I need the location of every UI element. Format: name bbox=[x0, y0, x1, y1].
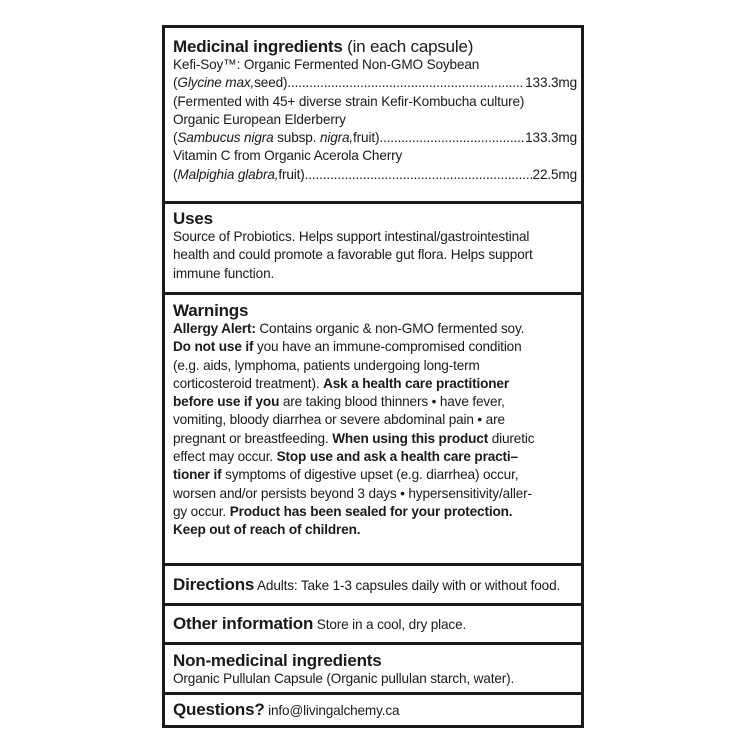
uses-line: Source of Probiotics. Helps support intestinal/gastrointestinal bbox=[173, 229, 530, 244]
warnings-line: Do not use if you have an immune-compromised condition bbox=[173, 339, 522, 355]
warnings-line: gy occur. Product has been sealed for your protection. bbox=[173, 503, 513, 519]
uses-line: immune function. bbox=[173, 265, 275, 281]
questions-section bbox=[165, 701, 581, 720]
warnings-heading: Warnings bbox=[173, 301, 249, 320]
section-divider bbox=[165, 292, 581, 295]
ingredient-1-note: (Fermented with 45+ diverse strain Kefir-Kombucha culture) bbox=[173, 93, 525, 109]
product-label-panel bbox=[162, 25, 584, 728]
warnings-line: before use if you are taking blood thinners • have fever, bbox=[173, 394, 505, 410]
ingredient-2-scientific-sub: nigra, bbox=[319, 130, 354, 146]
uses-heading: Uses bbox=[173, 209, 213, 228]
ingredient-1-part: seed) bbox=[254, 75, 288, 91]
medicinal-ingredients-section bbox=[165, 37, 581, 184]
warnings-line: vomiting, bloody diarrhea or severe abdominal pain • are bbox=[173, 412, 505, 428]
ingredient-2-scientific: Sambucus nigra bbox=[177, 130, 274, 146]
warnings-line: (e.g. aids, lymphoma, patients undergoing long-term bbox=[173, 357, 480, 373]
medicinal-ingredients-heading bbox=[173, 37, 581, 56]
ingredient-2-name: Organic European Elderberry bbox=[173, 111, 346, 127]
leader-dots bbox=[305, 166, 532, 184]
other-info-section bbox=[165, 615, 581, 634]
leader-dots bbox=[379, 129, 524, 147]
ingredient-2-subsp: subsp. bbox=[273, 130, 320, 146]
medicinal-title: Medicinal ingredients bbox=[173, 37, 343, 56]
other-info-heading: Other information bbox=[173, 614, 314, 633]
warnings-line: Allergy Alert: Contains organic & non-GMO fermented soy. bbox=[173, 321, 525, 336]
warnings-line: pregnant or breastfeeding. When using this product diuretic bbox=[173, 430, 535, 446]
uses-line: health and could promote a favorable gut flora. Helps support bbox=[173, 247, 533, 263]
warnings-line: Keep out of reach of children. bbox=[173, 522, 361, 538]
uses-section bbox=[165, 209, 581, 283]
ingredient-2-part: fruit) bbox=[353, 130, 380, 146]
warnings-line: tioner if symptoms of digestive upset (e.g. diarrhea) occur, bbox=[173, 467, 519, 483]
ingredient-3-name: Vitamin C from Organic Acerola Cherry bbox=[173, 148, 403, 164]
warnings-line: effect may occur. Stop use and ask a health care practi– bbox=[173, 449, 518, 465]
ingredient-1-name: Kefi-Soy™: Organic Fermented Non-GMO Soybean bbox=[173, 57, 480, 72]
ingredient-3-amount: 22.5mg bbox=[532, 166, 577, 182]
ingredient-3-row: ( Malpighia glabra, fruit) ..... 22.5mg bbox=[173, 166, 577, 184]
section-divider bbox=[165, 201, 581, 204]
ingredient-1-amount: 133.3mg bbox=[525, 75, 577, 91]
ingredient-1-scientific: Glycine max, bbox=[177, 75, 255, 91]
contact-email[interactable]: info@livingalchemy.ca bbox=[264, 703, 400, 718]
section-divider bbox=[165, 642, 581, 645]
section-divider bbox=[165, 692, 581, 695]
ingredient-1-row: ( Glycine max, seed) ..... 133.3mg bbox=[173, 74, 577, 92]
section-divider bbox=[165, 603, 581, 606]
non-medicinal-heading: Non-medicinal ingredients bbox=[173, 651, 382, 670]
leader-dots bbox=[287, 74, 524, 92]
ingredient-2-amount: 133.3mg bbox=[525, 130, 577, 146]
ingredient-3-scientific: Malpighia glabra, bbox=[177, 166, 279, 182]
non-medicinal-text: Organic Pullulan Capsule (Organic pullulan starch, water). bbox=[173, 671, 515, 686]
warnings-section bbox=[165, 301, 581, 540]
questions-heading: Questions? bbox=[173, 700, 265, 719]
directions-section bbox=[165, 576, 581, 595]
warnings-line: worsen and/or persists beyond 3 days • hypersensitivity/aller- bbox=[173, 485, 532, 501]
directions-heading: Directions bbox=[173, 575, 255, 594]
non-medicinal-section bbox=[165, 651, 581, 688]
ingredient-2-row: ( Sambucus nigra subsp. nigra, fruit) ..... 133.3mg bbox=[173, 129, 577, 147]
section-divider bbox=[165, 563, 581, 566]
directions-text: Adults: Take 1-3 capsules daily with or without food. bbox=[254, 578, 561, 593]
other-info-text: Store in a cool, dry place. bbox=[313, 617, 467, 632]
warnings-line: corticosteroid treatment). Ask a health care practitioner bbox=[173, 375, 509, 391]
ingredient-3-part: fruit) bbox=[278, 166, 305, 182]
medicinal-title-note: (in each capsule) bbox=[342, 37, 474, 56]
